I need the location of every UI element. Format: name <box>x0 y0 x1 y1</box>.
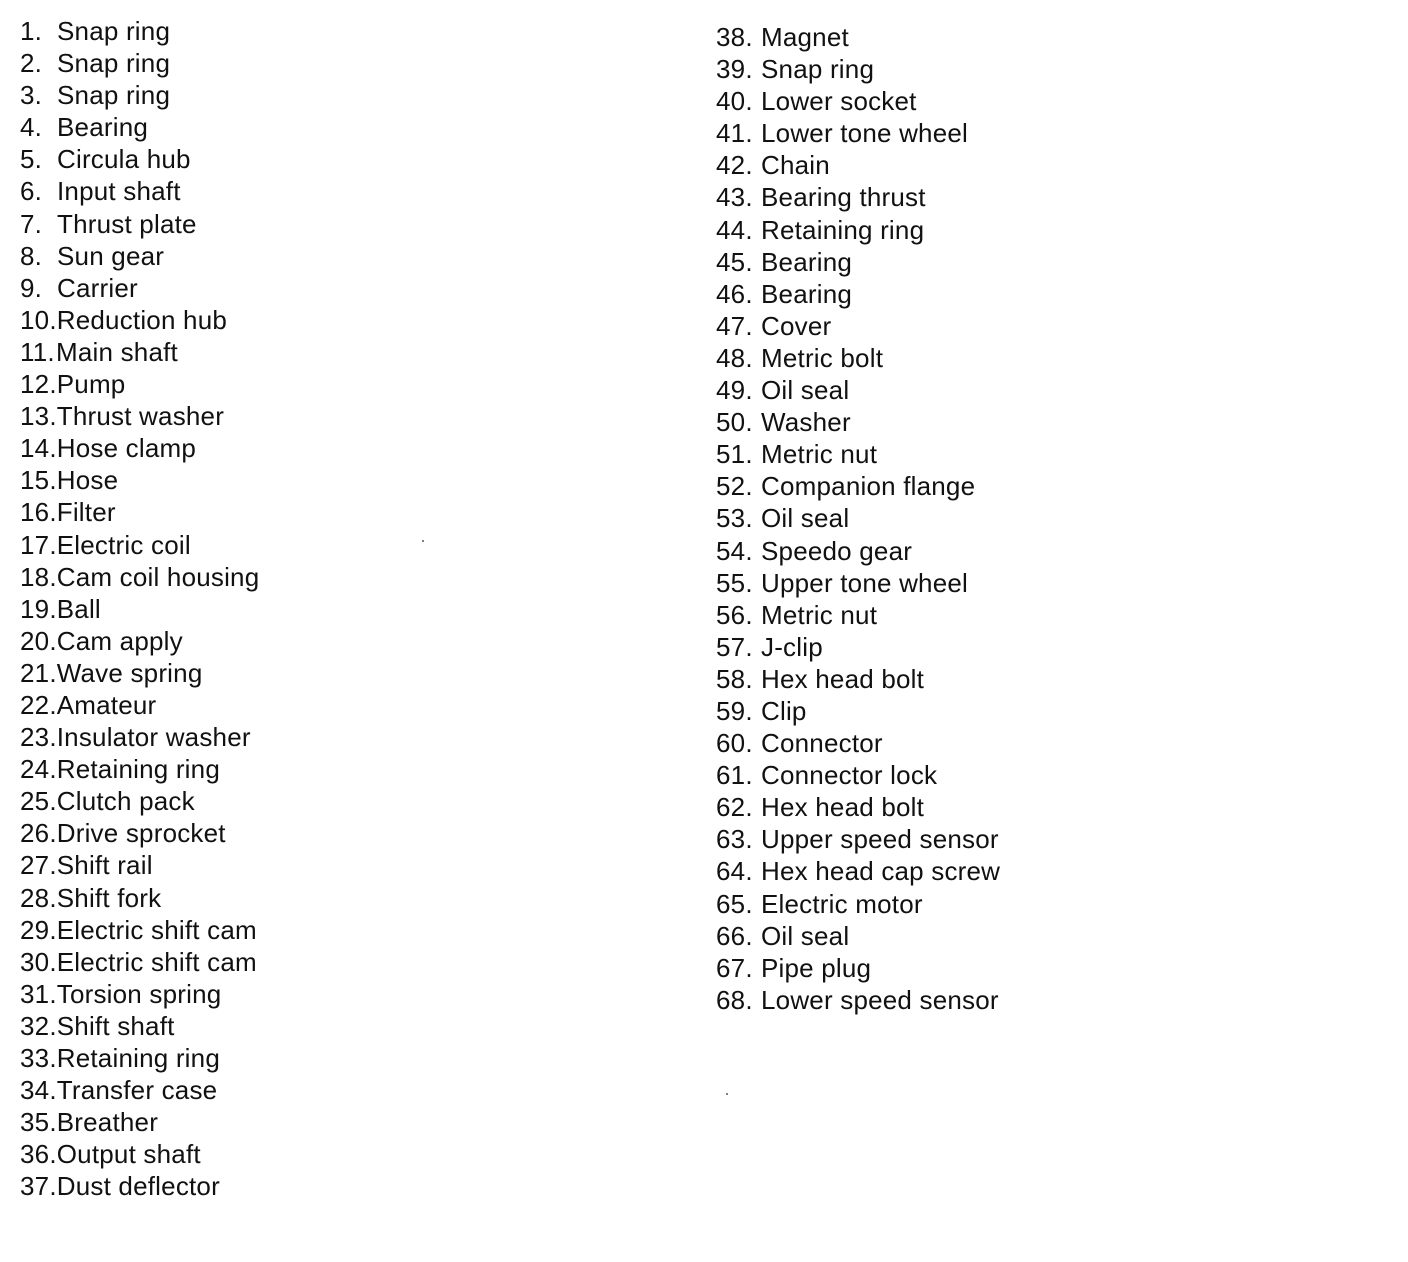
part-name: Ball <box>56 593 101 624</box>
part-list-item <box>20 1042 259 1074</box>
parts-list-left-column <box>20 15 259 1202</box>
part-name: Snap ring <box>57 16 171 46</box>
part-list-item <box>716 599 1000 631</box>
part-number: 29. <box>20 914 57 945</box>
part-number: 32. <box>20 1010 57 1041</box>
part-name: Washer <box>761 407 851 438</box>
part-list-item <box>20 336 259 368</box>
part-number: 8. <box>20 240 43 271</box>
parts-list-right-column <box>716 21 1000 1016</box>
part-name: Lower speed sensor <box>761 984 999 1015</box>
part-number: 43. <box>716 182 753 213</box>
scan-speck <box>422 540 424 542</box>
part-name: Hex head cap screw <box>761 856 1001 887</box>
part-name: Snap ring <box>761 54 875 85</box>
part-number: 16. <box>20 497 57 528</box>
part-name: Metric nut <box>761 599 878 630</box>
part-list-item <box>20 978 259 1010</box>
part-list-item <box>20 593 259 625</box>
part-number: 25. <box>20 786 57 817</box>
part-number: 57. <box>716 631 753 662</box>
part-number: 14. <box>20 433 57 464</box>
part-name: Metric bolt <box>761 342 884 373</box>
part-name: Main shaft <box>56 336 178 367</box>
part-list-item <box>716 342 1000 374</box>
part-name: Retaining ring <box>56 754 220 785</box>
part-name: Torsion spring <box>56 978 222 1009</box>
part-name: Pipe plug <box>761 952 872 983</box>
part-list-item <box>716 952 1000 984</box>
part-number: 2. <box>20 48 43 79</box>
part-number: 62. <box>716 792 753 823</box>
part-name: Retaining ring <box>56 1043 220 1073</box>
part-list-item <box>716 791 1000 823</box>
part-number: 52. <box>716 471 753 502</box>
part-name: Dust deflector <box>56 1171 220 1202</box>
part-number: 15. <box>20 465 57 496</box>
part-list-item <box>716 695 1000 727</box>
part-number: 59. <box>716 695 753 726</box>
part-list-item <box>716 85 1000 117</box>
part-name: Shift shaft <box>56 1010 175 1041</box>
part-list-item <box>716 984 1000 1016</box>
part-name: Connector lock <box>761 760 938 791</box>
part-number: 65. <box>716 888 753 919</box>
part-name: Magnet <box>761 22 849 52</box>
part-list-item <box>20 785 259 817</box>
part-name: Retaining ring <box>761 214 925 245</box>
part-number: 67. <box>716 952 753 983</box>
part-name: Carrier <box>57 272 138 303</box>
part-name: Reduction hub <box>56 304 228 335</box>
part-number: 28. <box>20 882 57 913</box>
part-list-item <box>20 47 259 79</box>
part-number: 61. <box>716 760 753 791</box>
part-list-item <box>20 143 259 175</box>
part-number: 50. <box>716 407 753 438</box>
part-number: 38. <box>716 22 753 52</box>
part-number: 47. <box>716 310 753 341</box>
part-list-item <box>20 240 259 272</box>
part-number: 7. <box>20 208 43 239</box>
part-name: Cam apply <box>56 625 183 656</box>
part-list-item <box>716 888 1000 920</box>
part-name: Oil seal <box>761 503 850 534</box>
part-name: Electric shift cam <box>56 946 257 977</box>
part-number: 60. <box>716 728 753 759</box>
part-list-item <box>20 1138 259 1170</box>
part-list-item <box>20 400 259 432</box>
part-name: Upper tone wheel <box>761 567 968 598</box>
part-list-item <box>716 438 1000 470</box>
part-number: 46. <box>716 278 753 309</box>
part-name: Shift fork <box>56 882 162 913</box>
part-list-item <box>716 149 1000 181</box>
part-list-item <box>716 374 1000 406</box>
part-number: 30. <box>20 946 57 977</box>
part-list-item <box>20 1106 259 1138</box>
part-number: 34. <box>20 1075 57 1106</box>
part-list-item <box>716 823 1000 855</box>
part-number: 58. <box>716 663 753 694</box>
part-number: 23. <box>20 722 57 753</box>
part-list-item <box>20 561 259 593</box>
part-name: Hose <box>56 465 119 496</box>
part-list-item <box>716 310 1000 342</box>
part-name: Snap ring <box>57 48 171 79</box>
part-number: 18. <box>20 561 57 592</box>
part-number: 21. <box>20 657 57 688</box>
part-number: 22. <box>20 689 57 720</box>
part-name: Metric nut <box>761 439 878 470</box>
part-number: 37. <box>20 1171 57 1202</box>
part-number: 3. <box>20 80 43 111</box>
part-number: 54. <box>716 535 753 566</box>
part-name: Bearing <box>761 278 853 309</box>
part-number: 26. <box>20 818 57 849</box>
part-list-item <box>20 721 259 753</box>
part-number: 12. <box>20 369 57 400</box>
part-list-item <box>20 111 259 143</box>
part-name: Thrust plate <box>57 208 197 239</box>
part-list-item <box>716 246 1000 278</box>
part-list-item <box>20 79 259 111</box>
part-number: 11. <box>20 336 55 367</box>
part-name: Circula hub <box>57 144 191 175</box>
part-name: Wave spring <box>56 657 203 688</box>
part-name: Upper speed sensor <box>761 824 999 855</box>
part-name: Clutch pack <box>56 786 195 817</box>
part-list-item <box>20 753 259 785</box>
part-number: 6. <box>20 176 43 207</box>
part-number: 4. <box>20 112 43 143</box>
part-number: 20. <box>20 625 57 656</box>
part-number: 24. <box>20 754 57 785</box>
part-list-item <box>716 278 1000 310</box>
part-number: 51. <box>716 439 753 470</box>
part-number: 9. <box>20 272 43 303</box>
part-name: Output shaft <box>56 1139 201 1170</box>
part-list-item <box>716 406 1000 438</box>
part-name: Shift rail <box>56 850 153 881</box>
part-name: Snap ring <box>57 80 171 111</box>
part-list-item <box>20 689 259 721</box>
part-name: Connector <box>761 728 883 759</box>
part-list-item <box>716 53 1000 85</box>
part-number: 49. <box>716 375 753 406</box>
part-name: Electric shift cam <box>56 914 257 945</box>
part-name: Bearing <box>57 112 149 143</box>
part-list-item <box>20 208 259 240</box>
part-name: Chain <box>761 150 830 181</box>
part-list-item <box>20 1074 259 1106</box>
part-number: 35. <box>20 1107 57 1138</box>
part-number: 53. <box>716 503 753 534</box>
part-name: Transfer case <box>56 1075 218 1106</box>
part-list-item <box>20 849 259 881</box>
part-list-item <box>20 464 259 496</box>
part-number: 36. <box>20 1139 57 1170</box>
part-list-item <box>716 535 1000 567</box>
part-number: 56. <box>716 599 753 630</box>
part-number: 27. <box>20 850 57 881</box>
part-name: Companion flange <box>761 471 976 502</box>
part-name: Hex head bolt <box>761 663 925 694</box>
part-name: Drive sprocket <box>56 818 226 849</box>
part-list-item <box>716 920 1000 952</box>
part-name: Cover <box>761 310 832 341</box>
part-list-item <box>20 946 259 978</box>
part-list-item <box>716 567 1000 599</box>
part-number: 1. <box>20 16 43 46</box>
part-number: 48. <box>716 342 753 373</box>
part-name: Pump <box>56 369 126 400</box>
part-list-item <box>716 855 1000 887</box>
part-number: 17. <box>20 529 57 560</box>
part-name: Hose clamp <box>56 433 197 464</box>
part-number: 64. <box>716 856 753 887</box>
part-number: 41. <box>716 118 753 149</box>
part-number: 66. <box>716 920 753 951</box>
part-name: Insulator washer <box>56 722 251 753</box>
part-name: Clip <box>761 695 807 726</box>
part-list-item <box>20 529 259 561</box>
part-name: Sun gear <box>57 240 165 271</box>
part-list-item <box>716 117 1000 149</box>
part-number: 63. <box>716 824 753 855</box>
part-name: Amateur <box>56 689 157 720</box>
part-list-item <box>20 1010 259 1042</box>
part-list-item <box>716 21 1000 53</box>
part-name: Electric coil <box>56 529 191 560</box>
part-number: 39. <box>716 54 753 85</box>
part-number: 55. <box>716 567 753 598</box>
part-list-item <box>20 1170 259 1202</box>
part-name: Bearing <box>761 246 853 277</box>
part-list-item <box>20 817 259 849</box>
part-number: 45. <box>716 246 753 277</box>
part-number: 42. <box>716 150 753 181</box>
part-list-item <box>20 914 259 946</box>
part-list-item <box>716 759 1000 791</box>
part-list-item <box>716 727 1000 759</box>
part-name: Lower socket <box>761 86 917 117</box>
part-list-item <box>20 882 259 914</box>
part-number: 13. <box>20 401 57 432</box>
part-list-item <box>20 496 259 528</box>
part-name: Breather <box>56 1107 159 1138</box>
part-list-item <box>20 15 259 47</box>
part-name: Speedo gear <box>761 535 913 566</box>
part-name: Hex head bolt <box>761 792 925 823</box>
part-number: 44. <box>716 214 753 245</box>
part-list-item <box>716 663 1000 695</box>
part-list-item <box>716 502 1000 534</box>
part-name: Input shaft <box>57 176 181 207</box>
part-list-item <box>716 214 1000 246</box>
part-list-item <box>20 175 259 207</box>
part-number: 68. <box>716 984 753 1015</box>
part-name: Bearing thrust <box>761 182 926 213</box>
part-name: Oil seal <box>761 920 850 951</box>
part-list-item <box>20 625 259 657</box>
part-number: 19. <box>20 593 57 624</box>
part-name: Electric motor <box>761 888 923 919</box>
part-name: Lower tone wheel <box>761 118 968 149</box>
part-list-item <box>20 657 259 689</box>
part-name: Oil seal <box>761 375 850 406</box>
part-number: 31. <box>20 978 57 1009</box>
part-list-item <box>716 470 1000 502</box>
part-name: Filter <box>56 497 116 528</box>
scan-speck <box>726 1093 728 1095</box>
part-name: J-clip <box>761 631 823 662</box>
part-list-item <box>20 304 259 336</box>
part-number: 5. <box>20 144 43 175</box>
part-name: Thrust washer <box>56 401 225 432</box>
part-list-item <box>20 432 259 464</box>
part-list-item <box>20 368 259 400</box>
part-number: 33. <box>20 1043 57 1073</box>
part-number: 10. <box>20 304 57 335</box>
part-list-item <box>20 272 259 304</box>
part-list-item <box>716 631 1000 663</box>
part-list-item <box>716 181 1000 213</box>
part-number: 40. <box>716 86 753 117</box>
part-name: Cam coil housing <box>56 561 260 592</box>
